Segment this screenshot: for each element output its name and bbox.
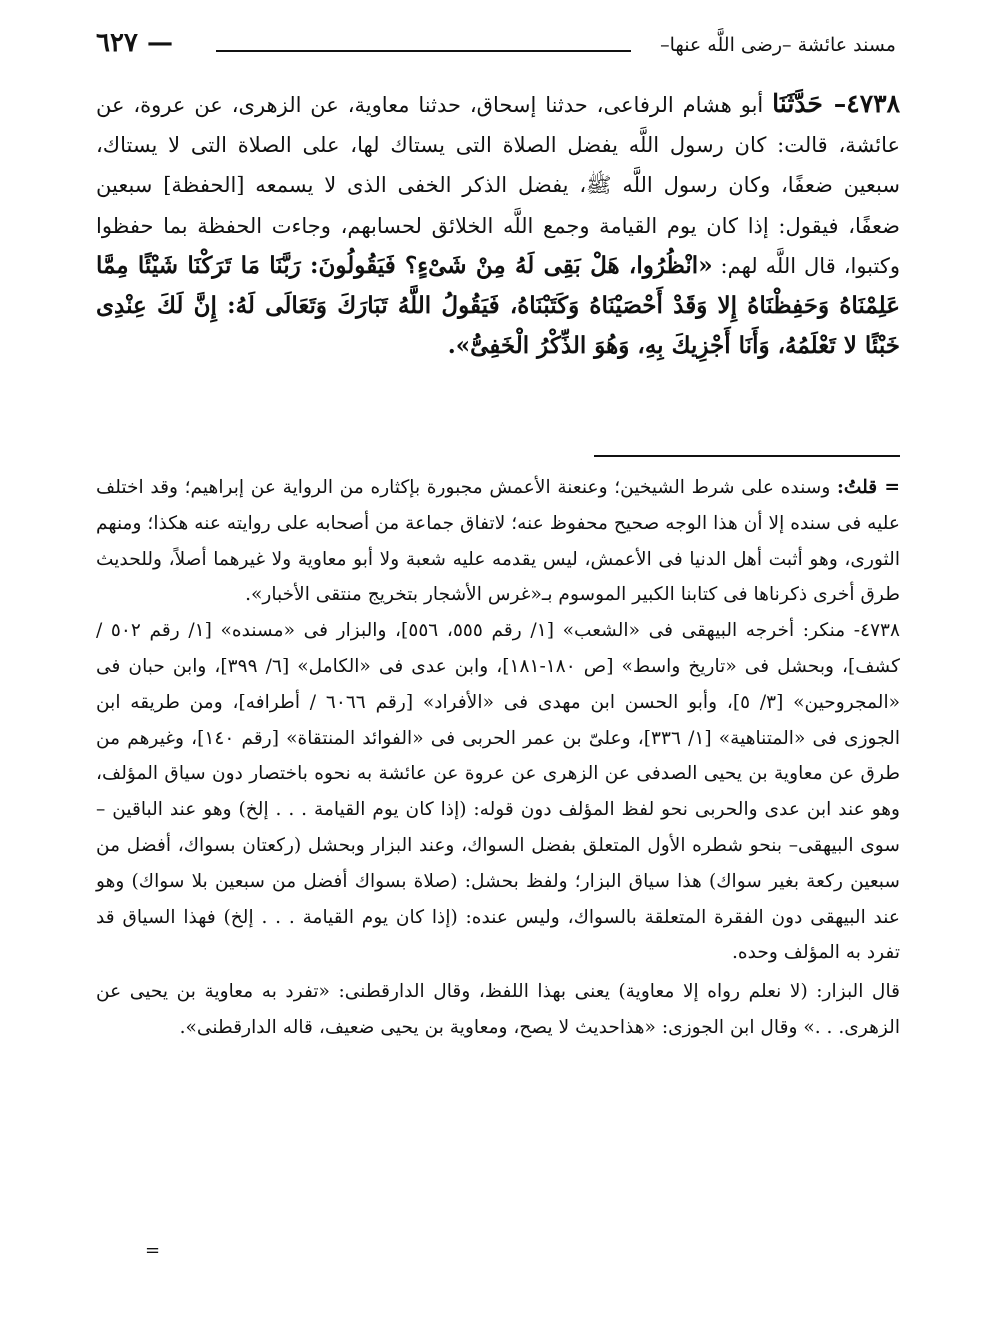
footnote-grading: قال البزار: (لا نعلم رواه إلا معاوية) يعنى بهذا اللفظ، وقال الدارقطنى: «تفرد به معاوية بن يحيى عن الزهرى. . .» وقال ابن الجوزى: «هذاحديث لا يصح، ومعاوية بن يحيى ضعيف، قاله الدارقطنى». — [96, 981, 900, 1038]
page-number-value: ٦٢٧ — [96, 28, 138, 58]
hadith-intro: – حَدَّثَنَا — [772, 89, 847, 118]
note-1-text: وسنده على شرط الشيخين؛ وعنعنة الأعمش مجبورة بإكثاره من الرواية عن إبراهيم؛ وقد اختلف عليه فى سنده إلا أن هذا الوجه صحيح محفوظ عنه؛ لاتفاق جماعة من أصحابه على روايته عنه هكذا؛ ومنهم الثورى، وهو أثبت أهل الدنيا فى الأعمش، ليس يقدمه عليه شعبة ولا أبو معاوية ولا غيرهما أصلاً، وللحديث طرق أخرى ذكرناها فى كتابنا الكبير الموسوم بـ«غرس الأشجار بتخريج منتقى الأخبار». — [96, 477, 900, 606]
page-header — [96, 28, 896, 68]
footnote-takhrij: ٤٧٣٨- منكر: أخرجه البيهقى فى «الشعب» [١/ رقم ٥٥٥، ٥٥٦]، والبزار فى «مسنده» [١/ رقم ٥٠٢ / كشف]، وبحشل فى «تاريخ واسط» [ص ١٨٠-١٨١]، وابن عدى فى «الكامل» [٦/ ٣٩٩]، وابن حبان فى «المجروحين» [٣/ ٥]، وأبو الحسن ابن مهدى فى «الأفراد» [رقم ٦٠٦٦ / أطرافه]، ومن طريقه ابن الجوزى فى «المتناهية» [١/ ٣٣٦]، وعلىّ بن عمر الحربى فى «الفوائد المنتقاة» [رقم ١٤٠]، وغيرهم من طرق عن معاوية بن يحيى الصدفى عن الزهرى عن عروة عن عائشة به نحوه باختصار دون سياق المؤلف، وهو عند ابن عدى والحربى نحو لفظ المؤلف دون قوله: (إذا كان يوم القيامة . . . إلخ) وهو عند الباقين – سوى البيهقى– بنحو شطره الأول المتعلق بفضل السواك، وعند البزار وبحشل (ركعتان بسواك، أفضل من سبعين ركعة بغير سواك) هذا سياق البزار؛ ولفظ بحشل: (صلاة بسواك أفضل من سبعين بلا سواك) وهو عند البيهقى دون الفقرة المتعلقة بالسواك، وليس عنده: (إذا كان يوم القيامة . . . إلخ) فهذا السياق قد تفرد به المؤلف وحده. — [96, 620, 901, 964]
header-rule — [216, 50, 631, 52]
note-lead: = قلتُ: — [837, 477, 900, 498]
footnote-continuation — [96, 470, 900, 613]
footnote-separator — [594, 455, 900, 457]
page-number: — ٦٢٧ — [96, 28, 173, 58]
hadith-paragraph — [96, 84, 900, 366]
hadith-number: ٤٧٣٨ — [846, 89, 900, 118]
hadith-body: أبو هشام الرفاعى، حدثنا إسحاق، حدثنا معاوية، عن الزهرى، عن عروة، عن عائشة، قالت: كان رسول اللَّه يفضل الصلاة التى يستاك لها، على الصلاة التى لا يستاك، سبعين ضعفًا، وكان رسول اللَّه ﷺ، يفضل الذكر الخفى الذى لا يسمعه [الحفظة] سبعين ضعفًا، فيقول: إذا كان يوم القيامة وجمع اللَّه الخلائق لحسابهم، وجاءت الحفظة بما حفظوا وكتبوا، قال اللَّه لهم: — [96, 93, 900, 278]
continuation-mark: = — [145, 1240, 161, 1261]
footnotes — [96, 470, 900, 1046]
hadith-quote: «انْظُرُوا، هَلْ بَقِى لَهُ مِنْ شَىْءٍ؟ فَيَقُولُونَ: رَبَّنَا مَا تَرَكْنَا شَيْئًا مِمَّا عَلِمْنَاهُ وَحَفِظْنَاهُ إِلا وَقَدْ أَحْصَيْنَاهُ وَكَتَبْنَاهُ، فَيَقُولُ اللَّهُ تَبَارَكَ وَتَعَالَى لَهُ: إِنَّ لَكَ عِنْدِى خَبْئًا لا تَعْلَمُهُ، وَأَنَا أَجْزِيكَ بِهِ، وَهُوَ الذِّكْرُ الْخَفِىُّ». — [96, 251, 900, 360]
running-title: مسند عائشة –رضى اللَّه عنها– — [654, 34, 896, 56]
hadith-text — [96, 84, 900, 366]
